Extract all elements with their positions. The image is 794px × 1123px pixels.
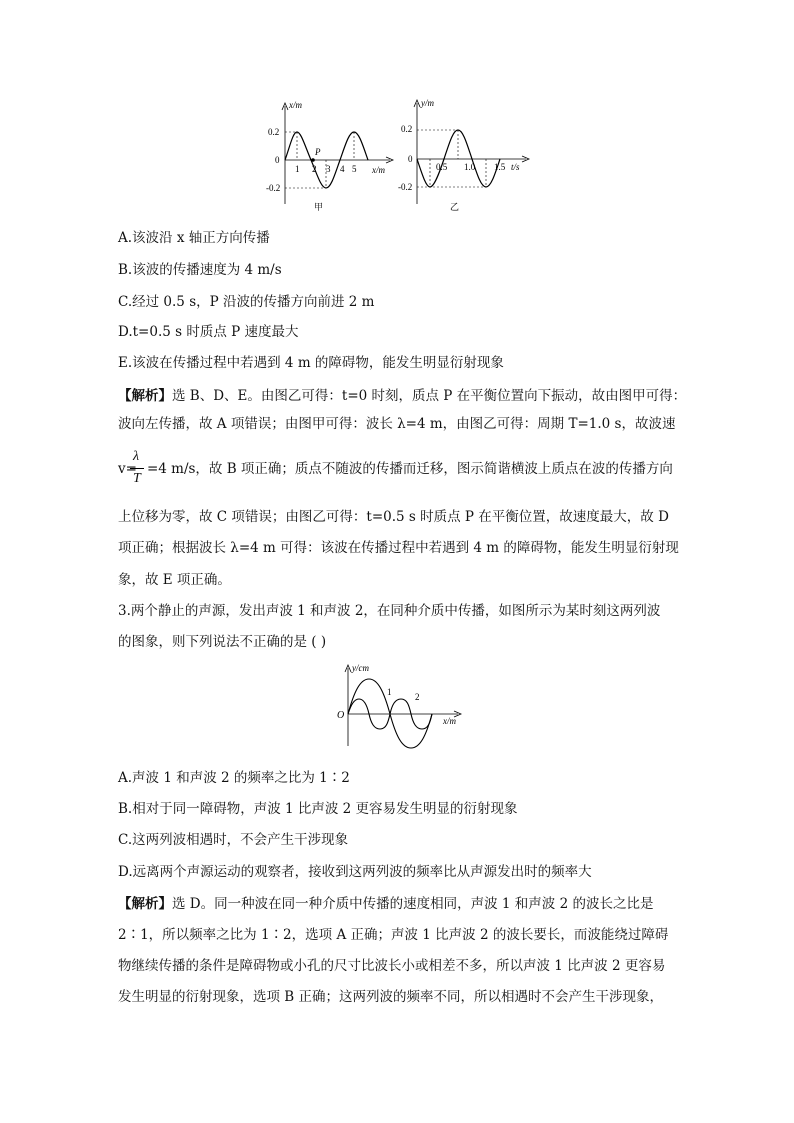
analysis-tag: 【解析】 <box>118 896 172 912</box>
graph-yi <box>398 94 538 214</box>
x-axis-label: x/m <box>443 716 456 726</box>
option-c: C.经过 0.5 s，P 沿波的传播方向前进 2 m <box>118 294 375 310</box>
wave-1-label: 1 <box>387 687 392 697</box>
graph-caption: 乙 <box>450 202 460 212</box>
analysis-line <box>118 386 686 406</box>
y-axis-label: y/m <box>421 98 434 108</box>
x-tick: 1.0 <box>464 162 476 172</box>
vibration-curve <box>417 130 500 187</box>
option-a: A.该波沿 x 轴正方向传播 <box>118 230 270 246</box>
y-tick: -0.2 <box>266 183 281 193</box>
option-b: B.该波的传播速度为 4 m/s <box>118 262 282 278</box>
x-tick: 1.5 <box>494 162 506 172</box>
analysis-text: =4 m/s，故 B 项正确；质点不随波的传播而迁移，图示简谐横波上质点在波的传播方向 <box>146 461 673 477</box>
point-p <box>311 158 315 162</box>
option-d: D.远离两个声源运动的观察者，接收到这两列波的频率比从声源发出时的频率大 <box>118 864 592 880</box>
x-axis-label: t/s <box>511 162 520 172</box>
analysis-tag: 【解析】 <box>118 388 172 404</box>
y-axis-label: x/m <box>289 100 302 110</box>
option-a: A.声波 1 和声波 2 的频率之比为 1∶2 <box>118 770 350 786</box>
question-stem: 3.两个静止的声源，发出声波 1 和声波 2，在同种介质中传播，如图所示为某时刻这两列波 <box>118 603 661 619</box>
sound-wave-graph <box>330 662 470 752</box>
origin-label: O <box>337 710 345 721</box>
x-tick: 1 <box>295 164 300 174</box>
y-tick: 0.2 <box>268 127 280 137</box>
x-tick: 5 <box>352 164 357 174</box>
analysis-line: 2∶1，所以频率之比为 1∶2，选项 A 正确；声波 1 比声波 2 的波长要长，而波能绕过障碍 <box>118 927 669 943</box>
x-tick: 0.5 <box>436 162 448 172</box>
analysis-line: 项正确；根据波长 λ=4 m 可得：该波在传播过程中若遇到 4 m 的障碍物，能发生明显衍射现 <box>118 540 679 556</box>
graph-caption: 甲 <box>314 202 324 212</box>
option-e: E.该波在传播过程中若遇到 4 m 的障碍物，能发生明显衍射现象 <box>118 355 504 371</box>
option-d: D.t=0.5 s 时质点 P 速度最大 <box>118 324 299 340</box>
y-tick: -0.2 <box>398 182 413 192</box>
formula-denominator: T <box>133 471 141 486</box>
analysis-line <box>118 894 653 914</box>
analysis-text: 选 D。同一种波在同一种介质中传播的速度相同，声波 1 和声波 2 的波长之比是 <box>172 896 654 912</box>
analysis-line: 象，故 E 项正确。 <box>118 572 231 588</box>
y-axis-label: y/cm <box>352 663 369 673</box>
analysis-line: 发生明显的衍射现象，选项 B 正确；这两列波的频率不同，所以相遇时不会产生干涉现象， <box>118 989 664 1005</box>
x-axis-label: x/m <box>372 165 385 175</box>
question-stem: 的图象，则下列说法不正确的是 ( ) <box>118 634 327 650</box>
x-tick: 2 <box>312 164 317 174</box>
analysis-line: 上位移为零，故 C 项错误；由图乙可得：t=0.5 s 时质点 P 在平衡位置，故速度最大，故 D <box>118 509 669 525</box>
option-c: C.这两列波相遇时，不会产生干涉现象 <box>118 832 349 848</box>
point-p-label: P <box>315 147 321 157</box>
wave-2-label: 2 <box>415 692 420 702</box>
analysis-text: 选 B、D、E。由图乙可得：t=0 时刻，质点 P 在平衡位置向下振动，故由图甲可得： <box>172 388 687 404</box>
y-tick: 0.2 <box>401 124 413 134</box>
formula-numerator: λ <box>133 449 140 464</box>
option-b: B.相对于同一障碍物，声波 1 比声波 2 更容易发生明显的衍射现象 <box>118 801 518 817</box>
analysis-line: 波向左传播，故 A 项错误；由图甲可得：波长 λ=4 m，由图乙可得：周期 T=1.0 s，故波速 <box>118 416 676 432</box>
graph-jia <box>262 96 402 214</box>
x-tick: 4 <box>340 164 345 174</box>
y-tick: 0 <box>408 154 413 164</box>
analysis-line <box>118 459 673 479</box>
formula-v: v= <box>118 461 137 477</box>
x-tick: 3 <box>326 164 331 174</box>
analysis-line: 物继续传播的条件是障碍物或小孔的尺寸比波长小或相差不多，所以声波 1 比声波 2 更容易 <box>118 958 666 974</box>
y-tick: 0 <box>275 155 280 165</box>
